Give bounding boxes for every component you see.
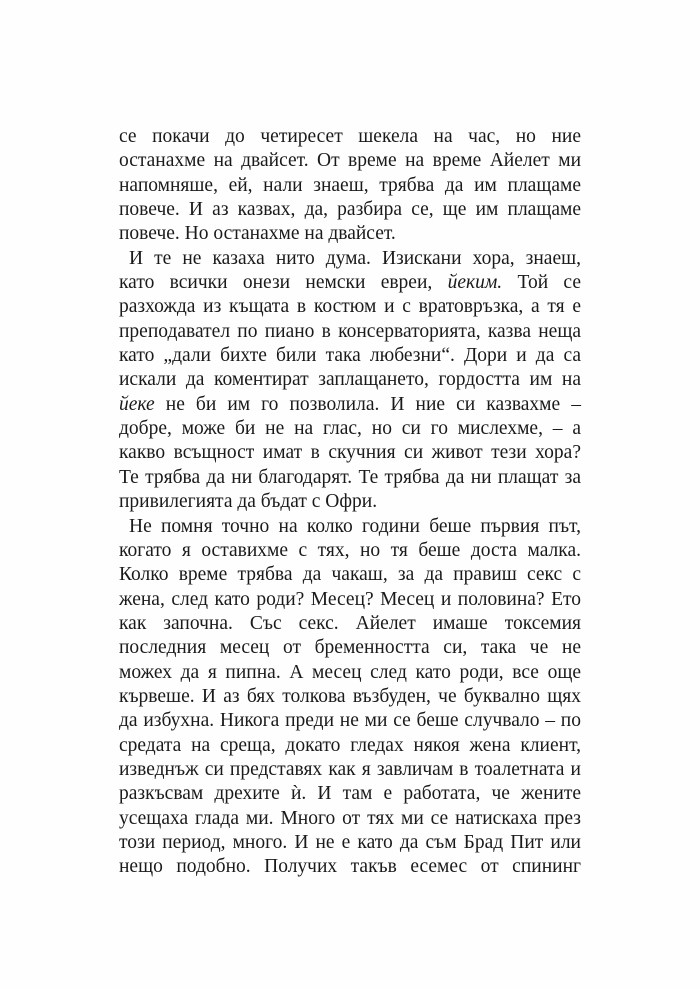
text-segment: последния месец от бременността си, така че не: [119, 637, 581, 659]
text-line: [119, 661, 581, 685]
text-line: [119, 271, 581, 295]
text-line: [119, 685, 581, 709]
text-line: [119, 247, 581, 271]
text-segment: не би им го позволила. И ние си казвахме –: [154, 393, 581, 415]
text-segment: искали да коментират заплащането, гордостта им на: [119, 369, 581, 391]
text-line: [119, 612, 581, 636]
text-line: [119, 539, 581, 563]
text-segment: средата на среща, докато гледах някоя жена клиент,: [119, 734, 581, 756]
text-segment: привилегията да бъдат с Офри.: [119, 491, 378, 513]
text-line: [119, 807, 581, 831]
text-segment: преподавател по пиано в консерваторията, казва неща: [119, 320, 581, 342]
text-segment: Не помня точно на колко години беше първия път,: [129, 515, 581, 537]
text-line: [119, 563, 581, 587]
text-segment: като „дали бихте били така любезни“. Дори и да са: [119, 345, 581, 367]
text-line: [119, 149, 581, 173]
text-segment: И те не казаха нито дума. Изискани хора, знаеш,: [129, 247, 581, 269]
text-line: [119, 636, 581, 660]
text-line: [119, 490, 581, 514]
text-segment: Те трябва да ни благодарят. Те трябва да ни плащат за: [119, 466, 581, 488]
text-line: [119, 344, 581, 368]
text-segment: Той се: [502, 272, 581, 294]
text-segment: повече. Но останахме на двайсет.: [119, 223, 396, 245]
text-segment: останахме на двайсет. От време на време Айелет ми: [119, 150, 581, 172]
text-segment: кървеше. И аз бях толкова възбуден, че буквално щях: [119, 685, 581, 707]
text-line: [119, 295, 581, 319]
text-line: [119, 417, 581, 441]
text-segment: Колко време трябва да чакаш, за да правиш секс с: [119, 564, 581, 586]
text-segment: нещо подобно. Получих такъв есемес от спининг: [119, 856, 581, 878]
text-line: [119, 441, 581, 465]
text-line: [119, 466, 581, 490]
text-segment: като всички онези немски евреи,: [119, 272, 448, 294]
text-segment: се покачи до четиресет шекела на час, но ние: [119, 126, 581, 147]
text-segment: можех да я пипна. А месец след като роди, все още: [119, 661, 581, 683]
text-segment: когато я оставихме с тях, но тя беше доста малка.: [119, 539, 581, 561]
text-line: [119, 393, 581, 417]
text-line: [119, 734, 581, 758]
text-segment: добре, може би не на глас, но си го мислехме, – а: [119, 418, 581, 440]
text-line: [119, 758, 581, 782]
text-line: [119, 782, 581, 806]
text-line: [119, 174, 581, 198]
text-segment: разхожда из къщата в костюм и с вратовръзка, а тя е: [119, 296, 581, 318]
text-segment: разкъсвам дрехите ѝ. И там е работата, че жените: [119, 783, 581, 805]
text-line: [119, 125, 581, 149]
text-segment: усещаха глада ми. Много от тях ми се натискаха през: [119, 807, 581, 829]
text-segment: какво всъщност имат в скучния си живот тези хора?: [119, 442, 581, 464]
text-line: [119, 855, 581, 879]
text-segment: този период, много. И не е като да съм Брад Пит или: [119, 831, 581, 853]
text-line: [119, 515, 581, 539]
text-segment: жена, след като роди? Месец? Месец и половина? Ето: [119, 588, 581, 610]
text-line: [119, 198, 581, 222]
text-line: [119, 368, 581, 392]
text-segment: да избухна. Никога преди не ми се беше случвало – по: [119, 710, 581, 732]
italic-word: йеке: [119, 393, 155, 415]
italic-word: йеким.: [447, 272, 503, 294]
text-line: [119, 709, 581, 733]
text-segment: изведнъж си представях как я завличам в тоалетната и: [119, 758, 581, 780]
body-text: [119, 125, 581, 880]
text-segment: повече. И аз казвах, да, разбира се, ще им плащаме: [119, 199, 581, 221]
text-line: [119, 222, 581, 246]
text-segment: напомняше, ей, нали знаеш, трябва да им плащаме: [119, 174, 581, 196]
text-line: [119, 588, 581, 612]
text-segment: как започна. Със секс. Айелет имаше токсемия: [119, 612, 581, 634]
text-line: [119, 831, 581, 855]
text-line: [119, 320, 581, 344]
